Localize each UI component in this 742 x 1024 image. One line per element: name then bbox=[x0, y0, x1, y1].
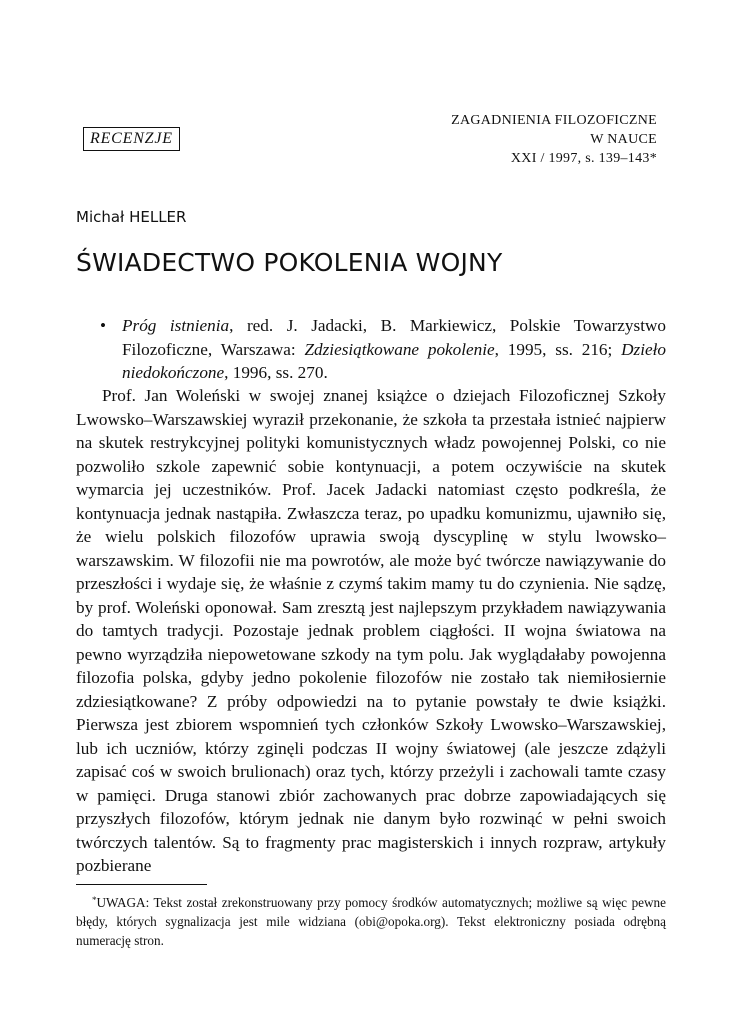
journal-volume: XXI / 1997, s. 139–143* bbox=[510, 151, 657, 166]
journal-info bbox=[451, 111, 657, 168]
book-details: , 1996, ss. 270. bbox=[224, 363, 328, 382]
journal-name: ZAGADNIENIA FILOZOFICZNE bbox=[451, 113, 657, 128]
book-title: Próg istnienia bbox=[122, 316, 230, 335]
footnote bbox=[76, 891, 666, 950]
article-title: ŚWIADECTWO POKOLENIA WOJNY bbox=[76, 248, 503, 277]
footnote-text: UWAGA: Tekst został zrekonstruowany przy pomocy środków automatycznych; możliwe są więc pewne błędy, których sygnalizacja jest mile widziana (obi@opoka.org). Tekst elektroniczny posiada odrębną numerację stron. bbox=[76, 895, 666, 948]
bullet-icon: • bbox=[100, 316, 107, 335]
section-label: RECENZJE bbox=[83, 127, 180, 151]
book-title: Dzieło niedokończone bbox=[122, 339, 666, 382]
body-paragraph: Prof. Jan Woleński w swojej znanej książce o dziejach Filozoficznej Szkoły Lwowsko–Warszawskiej wyraził przekonanie, że szkoła ta przestała istnieć najpierw na skutek restrykcyjnej polityki komunistycznych władz powojennej Polski, co nie pozwoliło szkole zapewnić sobie kontynuacji, a potem oczywiście na skutek wymarcia jej uczestników. Prof. Jacek Jadacki natomiast często podkreśla, że kontynuacja jednak nastąpiła. Zwłaszcza teraz, po upadku komunizmu, ujawniło się, że wielu polskich filozofów uprawia swoją dyscyplinę w stylu lwowsko–warszawskim. W filozofii nie ma powrotów, ale może być twórcze nawiązywanie do przeszłości i wydaje się, że właśnie z czymś takim mamy tu do czynienia. Nie sądzę, by prof. Woleński oponował. Sam zresztą jest najlepszym przykładem nawiązywania do tamtych tradycji. Pozostaje jednak problem ciągłości. II wojna światowa na pewno wyrządziła niepowetowane szkody na tym polu. Jak wyglądałaby powojenna filozofia polska, gdyby jedno pokolenie filozofów nie zostało tak niemiłosiernie zdziesiątkowane? Z próby odpowiedzi na to pytanie powstały te dwie książki. Pierwsza jest zbiorem wspomnień tych członków Szkoły Lwowsko–Warszawskiej, lub ich uczniów, którzy zginęli podczas II wojny światowej (ale jeszcze zdążyli zapisać coś w swoich brulionach) oraz tych, którzy przeżyli i zachowali tamte czasy w pamięci. Druga stanowi zbiór zachowanych prac dobrze zapowiadających się przyszłych filozofów, którym jednak nie danym było rozwinąć w pełni swoich twórczych talentów. Są to fragmenty prac magisterskich i innych rozpraw, artykuły pozbierane bbox=[76, 386, 666, 875]
journal-subtitle: W NAUCE bbox=[590, 132, 657, 147]
book-details: , 1995, ss. 216; bbox=[494, 339, 622, 359]
footnote-divider bbox=[76, 884, 207, 885]
footnote-marker: * bbox=[92, 895, 97, 905]
book-title: Zdziesiątkowane pokolenie bbox=[304, 339, 495, 359]
book-details: , red. J. Jadacki, B. Markiewicz, Polskie Towarzystwo Filozoficzne, Warszawa: bbox=[122, 316, 666, 359]
reviewed-books-text bbox=[122, 314, 666, 385]
reviewed-books bbox=[100, 314, 666, 385]
article-author: Michał HELLER bbox=[76, 208, 187, 226]
